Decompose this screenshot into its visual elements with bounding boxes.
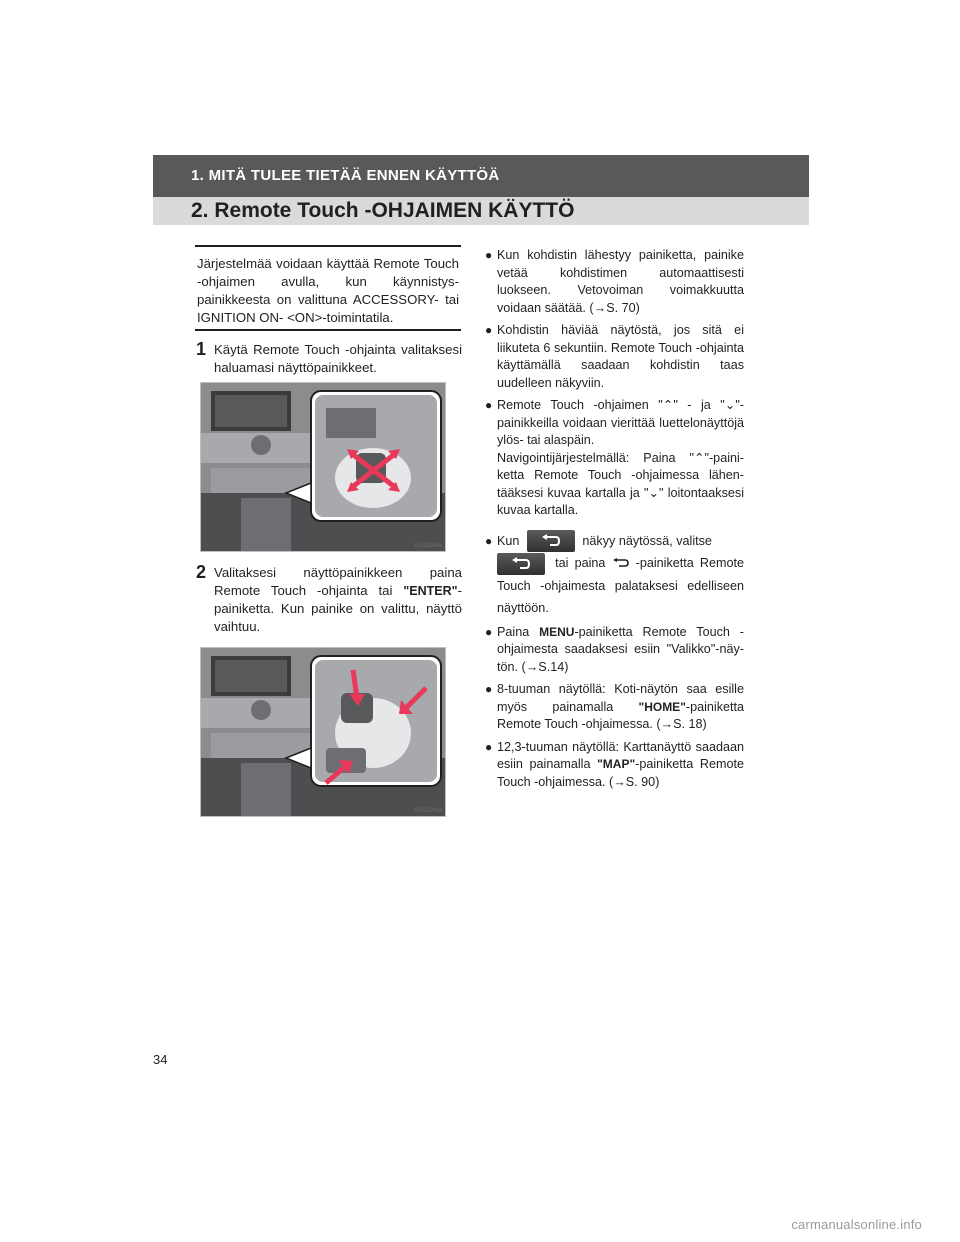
list-item [486,247,744,317]
list-item [486,530,744,619]
intro-box: Järjestelmää voidaan käyttää Remote Touch -ohjaimen avulla, kun käynnistyspainikkeesta on valittuna ACCESSORY- tai IGNITION ON- <ON>-toimintatila. [195,245,461,331]
map-label: "MAP" [597,757,636,772]
bullet-text: Kun kohdistin lähestyy painiketta, painike vetää kohdistimen automaattisesti luokseen. Vetovoiman voimakkuutta voidaan säätää. (→S. 70) [497,248,744,315]
bullet-text: -painiketta Remote Touch -ohjaimessa. (→S. 90) [497,757,745,789]
bullet-icon: ● [485,739,493,754]
bullet-text: Paina [497,624,540,639]
page-number: 34 [153,1052,168,1067]
section-header: 1. MITÄ TULEE TIETÄÄ ENNEN KÄYTTÖÄ [153,155,809,197]
figure-code: GS332lNa [414,808,442,814]
bullet-icon: ● [485,682,493,697]
list-item [486,322,744,392]
bullet-text: Kohdistin häviää näytöstä, jos sitä ei liikuteta 6 sekuntiin. Remote Touch -ohjainta käyttämällä saadaan kohdistin taas uudelleen näkyviin. [497,323,744,390]
bullet-text: -painiketta Remote Touch -ohjaimessa. (→S. 18) [497,699,744,732]
back-screen-button-icon [497,553,545,575]
figure-code: GS331lNa [414,543,442,549]
step-text [214,564,462,636]
back-screen-button-icon [527,530,575,552]
bullet-text: Navigointijärjestelmällä: Paina "⌃"-painiketta Remote Touch -ohjaimessa lähentääksesi kuvaa kartalla ja "⌄" loitontaaksesi kuvaa kartalla. [497,450,744,517]
step-number: 1 [196,339,207,359]
bullet-icon: ● [485,624,493,639]
page-title: 2. Remote Touch -OHJAIMEN KÄYTTÖ [153,197,809,225]
step-text: Käytä Remote Touch -ohjainta valitaksesi haluamasi näyttöpainikkeet. [214,342,462,375]
bullet-icon: ● [485,248,493,262]
list-item [486,624,744,677]
bullet-icon: ● [485,323,493,337]
bullet-text: 12,3-tuuman näytöllä: Karttanäyttö saadaan esiin painamalla [497,739,744,772]
menu-label: MENU [539,624,575,639]
notes-list [486,247,744,796]
enter-label: "ENTER" [403,584,458,598]
bullet-text: -painiketta Remote Touch -ohjaimesta saadaksesi esiin "Valikko"-näytön. (→S.14) [497,624,744,674]
list-item [486,681,744,734]
step-1 [196,341,462,377]
list-item [486,739,744,792]
bullet-text: Kun [497,533,520,548]
step-text-part: -painiketta. Kun painike on valittu, näyttö vaihtuu. [214,583,462,634]
home-label: "HOME" [638,699,686,714]
bullet-text: näkyy näytössä, valitse [582,533,712,548]
bullet-text: Remote Touch -ohjaimen "⌃" - ja "⌄"-painikkeilla voidaan vierittää luettelonäyttöjä ylös- tai alaspäin. [497,398,744,447]
figure-remote-touch-press [200,647,446,817]
bullet-text: -painiketta Remote Touch -ohjaimesta palataksesi edelliseen näyttöön. [497,556,745,615]
bullet-text: tai paina [555,556,606,571]
watermark: carmanualsonline.info [791,1217,922,1232]
bullet-icon: ● [485,533,493,548]
bullet-text: 8-tuuman näytöllä: Koti-näytön saa esille myös painamalla [497,682,744,714]
step-text-part: Valitaksesi näyttöpainikkeen paina Remote Touch -ohjainta tai [214,565,462,598]
step-2 [196,564,462,636]
back-icon [612,553,630,575]
step-number: 2 [196,562,207,582]
list-item [486,397,744,520]
figure-remote-touch-move [200,382,446,552]
bullet-icon: ● [485,398,493,412]
